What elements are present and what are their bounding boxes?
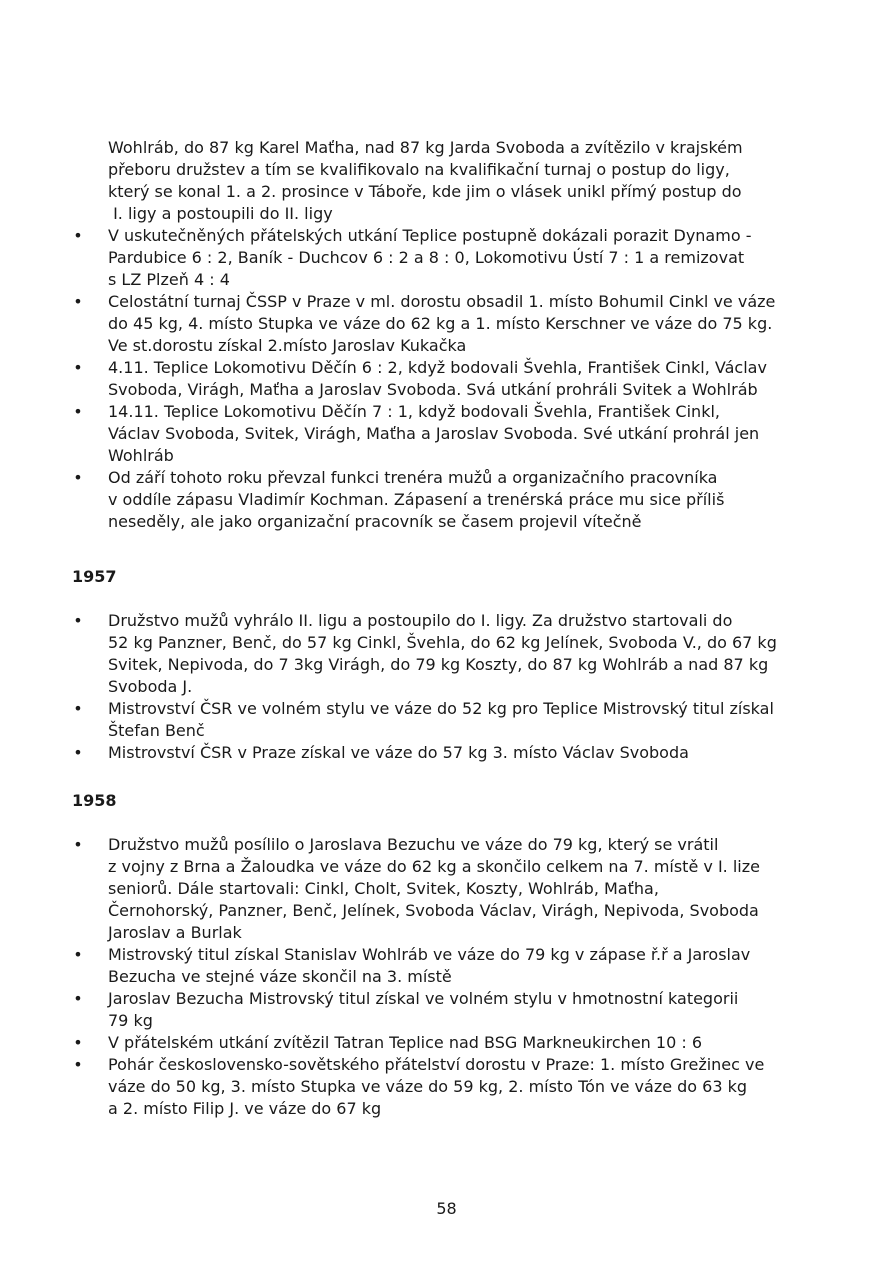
text-line: Wohlráb <box>108 446 174 465</box>
list-item <box>72 1054 842 1120</box>
bullet-icon: • <box>73 989 83 1008</box>
text-line: seniorů. Dále startovali: Cinkl, Cholt, Svitek, Koszty, Wohlráb, Maťha, <box>108 879 659 898</box>
text-line: V přátelském utkání zvítězil Tatran Teplice nad BSG Markneukirchen 10 : 6 <box>108 1033 702 1052</box>
bullet-list-1958 <box>72 834 842 1120</box>
bullet-icon: • <box>73 468 83 487</box>
text-line: 79 kg <box>108 1011 153 1030</box>
list-item-text <box>108 610 842 698</box>
text-line: Svitek, Nepivoda, do 7 3kg Virágh, do 79 kg Koszty, do 87 kg Wohlráb a nad 87 kg <box>108 655 769 674</box>
list-item <box>72 988 842 1032</box>
text-line: do 45 kg, 4. místo Stupka ve váze do 62 kg a 1. místo Kerschner ve váze do 75 kg. <box>108 314 773 333</box>
text-line: Mistrovský titul získal Stanislav Wohlráb ve váze do 79 kg v zápase ř.ř a Jaroslav <box>108 945 751 964</box>
list-item-text <box>108 225 842 291</box>
list-item <box>72 834 842 944</box>
text-line: s LZ Plzeň 4 : 4 <box>108 270 230 289</box>
list-item-text <box>108 357 842 401</box>
list-item-text <box>108 742 842 764</box>
list-item <box>72 1032 842 1054</box>
bullet-icon: • <box>73 699 83 718</box>
text-line: Václav Svoboda, Svitek, Virágh, Maťha a Jaroslav Svoboda. Své utkání prohrál jen <box>108 424 760 443</box>
text-line: Štefan Benč <box>108 721 205 740</box>
list-item-text <box>108 944 842 988</box>
text-line: Černohorský, Panzner, Benč, Jelínek, Svoboda Václav, Virágh, Nepivoda, Svoboda <box>108 901 759 920</box>
text-line: Jaroslav Bezucha Mistrovský titul získal ve volném stylu v hmotnostní kategorii <box>108 989 739 1008</box>
text-line: neseděly, ale jako organizační pracovník se časem projevil vítečně <box>108 512 642 531</box>
list-item <box>72 610 842 698</box>
list-item-text <box>108 1032 842 1054</box>
page-number: 58 <box>436 1199 457 1218</box>
list-item-text <box>108 467 842 533</box>
text-line: Družstvo mužů posílilo o Jaroslava Bezuchu ve váze do 79 kg, který se vrátil <box>108 835 719 854</box>
bullet-icon: • <box>73 358 83 377</box>
bullet-icon: • <box>73 226 83 245</box>
text-line: Pardubice 6 : 2, Baník - Duchcov 6 : 2 a 8 : 0, Lokomotivu Ústí 7 : 1 a remizovat <box>108 248 745 267</box>
text-line: Družstvo mužů vyhrálo II. ligu a postoupilo do I. ligy. Za družstvo startovali do <box>108 611 733 630</box>
list-item <box>72 401 842 467</box>
text-line: I. ligy a postoupili do II. ligy <box>108 204 333 223</box>
text-line: Pohár československo-sovětského přátelství dorostu v Praze: 1. místo Grežinec ve <box>108 1055 765 1074</box>
text-line: váze do 50 kg, 3. místo Stupka ve váze do 59 kg, 2. místo Tón ve váze do 63 kg <box>108 1077 748 1096</box>
bullet-list-1956 <box>72 225 842 533</box>
text-line: Svoboda J. <box>108 677 193 696</box>
text-line: v oddíle zápasu Vladimír Kochman. Zápasení a trenérská práce mu sice příliš <box>108 490 725 509</box>
list-item-text <box>108 291 842 357</box>
list-item <box>72 944 842 988</box>
bullet-icon: • <box>73 1055 83 1074</box>
list-item <box>72 742 842 764</box>
bullet-list-1957 <box>72 610 842 764</box>
bullet-icon: • <box>73 611 83 630</box>
list-item-text <box>108 834 842 944</box>
text-line: Svoboda, Virágh, Maťha a Jaroslav Svoboda. Svá utkání prohráli Svitek a Wohlráb <box>108 380 758 399</box>
text-line: Wohlráb, do 87 kg Karel Maťha, nad 87 kg Jarda Svoboda a zvítězilo v krajském <box>108 138 743 157</box>
text-line: Ve st.dorostu získal 2.místo Jaroslav Kukačka <box>108 336 467 355</box>
bullet-icon: • <box>73 292 83 311</box>
text-line: 4.11. Teplice Lokomotivu Děčín 6 : 2, když bodovali Švehla, František Cinkl, Václav <box>108 358 767 377</box>
year-heading-1957: 1957 <box>72 567 117 586</box>
bullet-icon: • <box>73 743 83 762</box>
text-line: V uskutečněných přátelských utkání Teplice postupně dokázali porazit Dynamo - <box>108 226 752 245</box>
text-line: přeboru družstev a tím se kvalifikovalo na kvalifikační turnaj o postup do ligy, <box>108 160 730 179</box>
text-line: Mistrovství ČSR ve volném stylu ve váze do 52 kg pro Teplice Mistrovský titul získal <box>108 699 774 718</box>
bullet-icon: • <box>73 402 83 421</box>
list-item <box>72 698 842 742</box>
list-item <box>72 357 842 401</box>
text-line: Celostátní turnaj ČSSP v Praze v ml. dorostu obsadil 1. místo Bohumil Cinkl ve váze <box>108 292 776 311</box>
text-line: Od září tohoto roku převzal funkci trenéra mužů a organizačního pracovníka <box>108 468 718 487</box>
bullet-icon: • <box>73 835 83 854</box>
list-item-text <box>108 698 842 742</box>
list-item-text <box>108 1054 842 1120</box>
bullet-icon: • <box>73 1033 83 1052</box>
text-line: a 2. místo Filip J. ve váze do 67 kg <box>108 1099 382 1118</box>
year-heading-1958: 1958 <box>72 791 117 810</box>
text-line: z vojny z Brna a Žaloudka ve váze do 62 kg a skončilo celkem na 7. místě v I. lize <box>108 857 760 876</box>
text-line: který se konal 1. a 2. prosince v Táboře, kde jim o vlásek unikl přímý postup do <box>108 182 742 201</box>
text-line: 52 kg Panzner, Benč, do 57 kg Cinkl, Švehla, do 62 kg Jelínek, Svoboda V., do 67 kg <box>108 633 777 652</box>
bullet-icon: • <box>73 945 83 964</box>
list-item-text <box>108 988 842 1032</box>
list-item <box>72 291 842 357</box>
text-line: Mistrovství ČSR v Praze získal ve váze do 57 kg 3. místo Václav Svoboda <box>108 743 689 762</box>
continuation-paragraph <box>108 137 838 225</box>
list-item <box>72 225 842 291</box>
list-item-text <box>108 401 842 467</box>
text-line: 14.11. Teplice Lokomotivu Děčín 7 : 1, když bodovali Švehla, František Cinkl, <box>108 402 720 421</box>
text-line: Jaroslav a Burlak <box>108 923 242 942</box>
list-item <box>72 467 842 533</box>
text-line: Bezucha ve stejné váze skončil na 3. místě <box>108 967 452 986</box>
